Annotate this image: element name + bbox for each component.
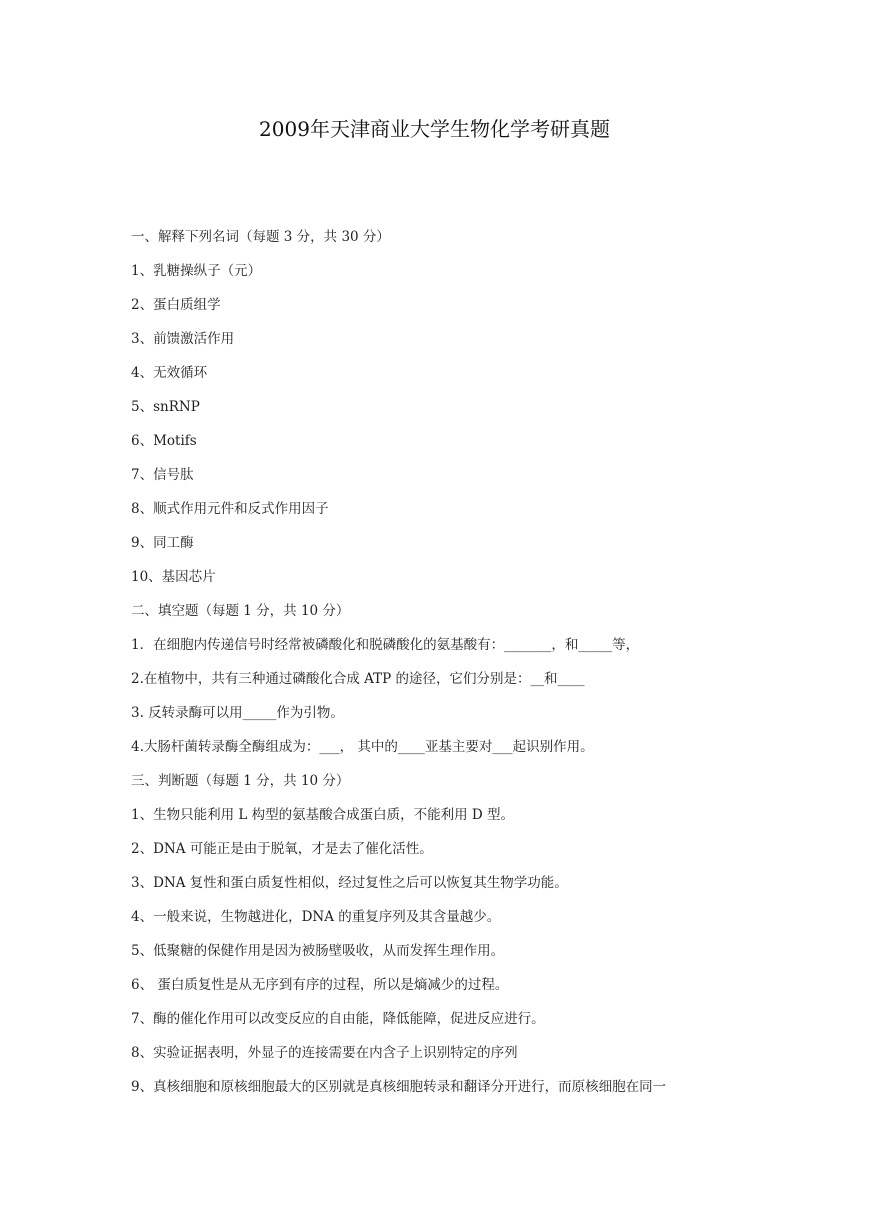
text-line: 1、乳糖操纵子（元） (131, 263, 262, 279)
text-line: 1、生物只能利用 L 构型的氨基酸合成蛋白质，不能利用 D 型。 (131, 807, 515, 823)
text-line: 10、基因芯片 (131, 569, 216, 585)
text-line: 5、snRNP (131, 399, 200, 415)
text-line: 7、信号肽 (131, 467, 194, 483)
text-line: 1．在细胞内传递信号时经常被磷酸化和脱磷酸化的氨基酸有：_______，和_____等， (131, 637, 640, 653)
text-line: 4、无效循环 (131, 365, 208, 381)
text-line: 8、实验证据表明，外显子的连接需要在内含子上识别特定的序列 (131, 1045, 518, 1061)
text-line: 8、顺式作用元件和反式作用因子 (131, 501, 329, 517)
text-line: 2.在植物中，共有三种通过磷酸化合成 ATP 的途径，它们分别是：__和____ (131, 671, 585, 687)
text-line: 一、解释下列名词（每题 3 分，共 30 分） (131, 229, 390, 245)
text-line: 二、填空题（每题 1 分，共 10 分） (131, 603, 350, 619)
text-line: 4、一般来说，生物越进化，DNA 的重复序列及其含量越少。 (131, 909, 501, 925)
text-line: 9、真核细胞和原核细胞最大的区别就是真核细胞转录和翻译分开进行，而原核细胞在同一 (131, 1079, 667, 1095)
text-line: 7、酶的催化作用可以改变反应的自由能，降低能障，促进反应进行。 (131, 1011, 545, 1027)
text-line: 3、DNA 复性和蛋白质复性相似，经过复性之后可以恢复其生物学功能。 (131, 875, 568, 891)
text-line: 6、Motifs (131, 433, 197, 449)
text-line: 9、同工酶 (131, 535, 194, 551)
text-line: 2、蛋白质组学 (131, 297, 221, 313)
text-line: 三、判断题（每题 1 分，共 10 分） (131, 773, 350, 789)
text-line: 3. 反转录酶可以用_____作为引物。 (131, 705, 344, 721)
text-line: 3、前馈激活作用 (131, 331, 235, 347)
document-body (131, 224, 811, 1108)
page-title: 2009年天津商业大学生物化学考研真题 (259, 117, 610, 141)
text-line: 4.大肠杆菌转录酶全酶组成为：___， 其中的____亚基主要对___起识别作用。 (131, 739, 594, 755)
text-line: 5、低聚糖的保健作用是因为被肠壁吸收，从而发挥生理作用。 (131, 943, 505, 959)
text-line: 2、DNA 可能正是由于脱氧，才是去了催化活性。 (131, 841, 433, 857)
text-line: 6、 蛋白质复性是从无序到有序的过程，所以是熵减少的过程。 (131, 977, 509, 993)
